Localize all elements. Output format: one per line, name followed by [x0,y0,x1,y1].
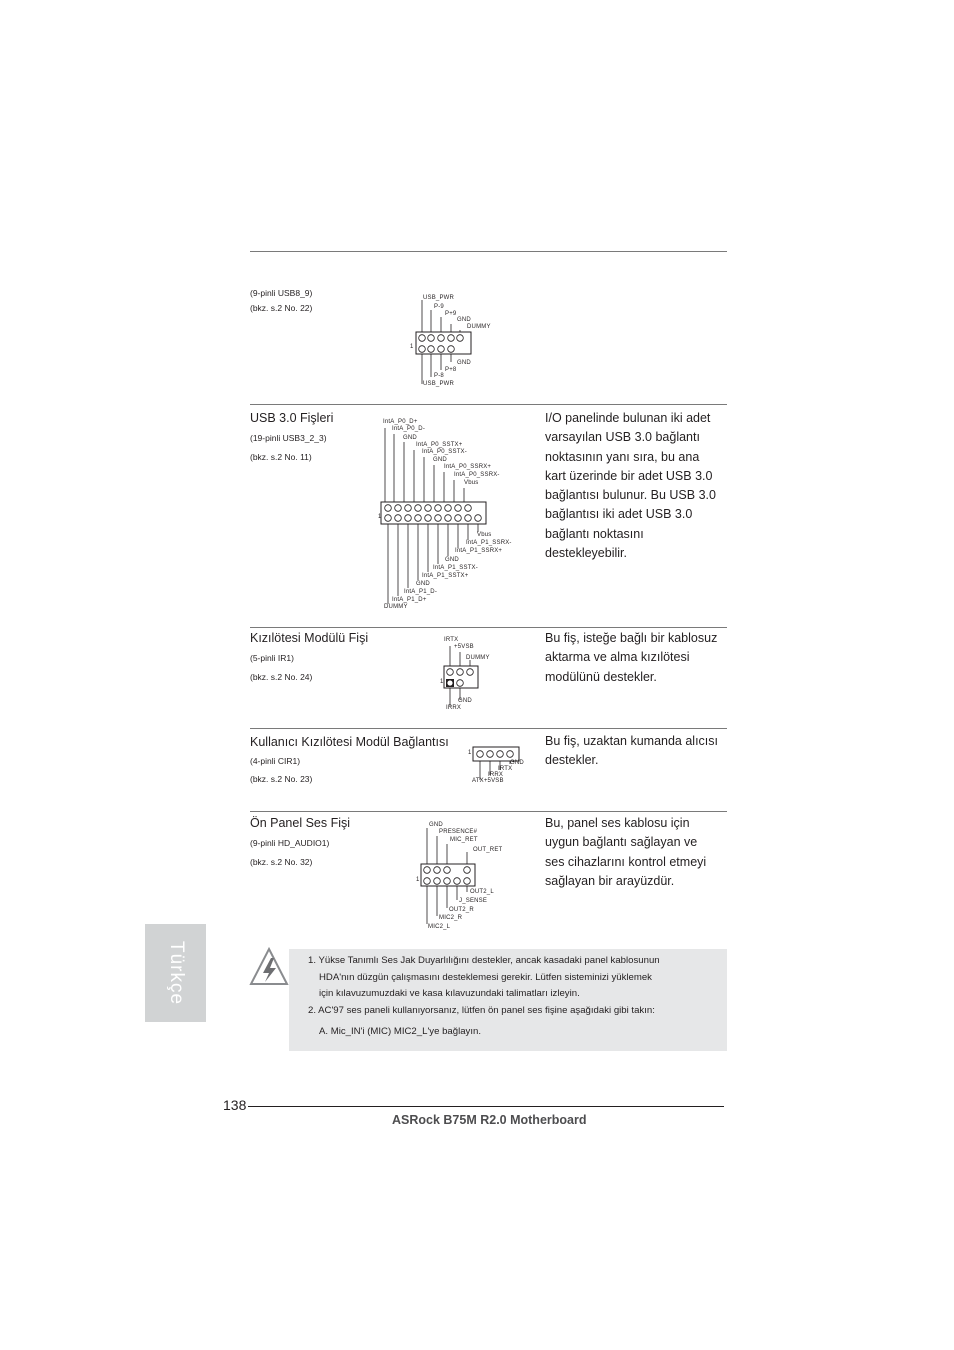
audio-title: Ön Panel Ses Fişi [250,816,351,830]
usb30-label-p0-ssrxn: IntA_P0_SSRX- [454,472,500,478]
usb20-label-p9n: P-9 [434,304,444,310]
audio-desc-line: sağlayan bir arayüzdür. [545,873,675,888]
ir-label-dummy: DUMMY [466,655,490,661]
usb20-pins-label: (9-pinli USB8_9) [250,288,313,298]
cir-label-atx5vsb: ATX+5VSB [472,778,504,784]
usb30-title: USB 3.0 Fişleri [250,411,334,425]
usb30-desc-line: varsayılan USB 3.0 bağlantı [545,430,700,445]
usb30-label-vbus-b: Vbus [477,532,492,538]
cir-title: Kullanıcı Kızılötesi Modül Bağlantısı [250,735,449,749]
usb30-desc-line: kart üzerinde bir adet USB 3.0 [545,468,713,483]
divider-4 [250,811,727,812]
usb20-label-p8p: P+8 [445,367,457,373]
usb30-label-vbus: Vbus [464,480,479,486]
cir-desc-line: destekler. [545,753,599,768]
usb30-desc-line: destekleyebilir. [545,546,627,561]
note-line-1: 1. Yükse Tanımlı Ses Jak Duyarlılığını destekler, ancak kasadaki panel kablosunun [308,955,660,966]
audio-pin1-label: 1 [416,877,420,883]
ir-pins-label: (5-pinli IR1) [250,653,294,663]
usb30-description [545,409,716,563]
ir-label-irrx: IRRX [446,705,462,711]
audio-label-j-sense: J_SENSE [459,898,488,904]
footer-title: ASRock B75M R2.0 Motherboard [392,1113,587,1127]
usb20-pin1-label: 1 [410,344,414,350]
usb20-header-diagram [400,290,510,390]
usb30-label-p1-dp: IntA_P1_D+ [392,597,427,603]
usb20-label-usb-pwr: USB_PWR [423,295,455,301]
audio-label-out-ret: OUT_RET [473,847,503,853]
usb30-label-p1-dn: IntA_P1_D- [404,589,438,595]
usb30-desc-line: I/O panelinde bulunan iki adet [545,411,711,425]
audio-desc-line: uygun bağlantı sağlayan ve [545,835,698,850]
ir-desc-line: Bu fiş, isteğe bağlı bir kablosuz [545,631,718,645]
note-line-3: için kılavuzumuzdaki ve kasa kılavuzundaki talimatları izleyin. [319,988,580,999]
usb30-ref: (bkz. s.2 No. 11) [250,452,312,462]
usb30-label-dummy: DUMMY [384,604,408,610]
cir-pins-label: (4-pinli CIR1) [250,756,301,766]
cir-pin1-label: 1 [468,750,472,756]
usb20-label-dummy: DUMMY [467,324,491,330]
audio-pins-label: (9-pinli HD_AUDIO1) [250,838,330,848]
audio-ref: (bkz. s.2 No. 32) [250,857,313,867]
usb30-label-p1-ssrxn: IntA_P1_SSRX- [466,540,512,546]
audio-label-out2-r: OUT2_R [449,907,474,913]
usb30-label-p1-ssrxp: IntA_P1_SSRX+ [455,548,503,554]
audio-label-presence: PRESENCE# [439,829,478,835]
usb30-label-p1-sstxn: IntA_P1_SSTX- [433,565,478,571]
audio-label-out2-l: OUT2_L [470,889,494,895]
usb30-label-p0-dn: IntA_P0_D- [392,426,426,432]
usb20-label-gnd: GND [457,317,471,323]
note-line-5: A. Mic_IN'i (MIC) MIC2_L'ye bağlayın. [319,1026,482,1037]
audio-label-mic2-l: MIC2_L [428,924,451,930]
usb30-label-p1-sstxp: IntA_P1_SSTX+ [422,573,469,579]
ir-label-5vsb: +5VSB [454,644,474,650]
usb20-label-p8n: P-8 [434,373,444,379]
ir-pin1-label: 1 [440,679,444,685]
note-line-2: HDA'nın düzgün çalışmasını desteklemesi gerekir. Lütfen sisteminizi yüklemek [319,972,652,983]
language-tab [145,924,206,1022]
audio-description [545,814,706,891]
cir-ref: (bkz. s.2 No. 23) [250,774,313,784]
usb30-desc-line: bağlantısı bulunur. Bu USB 3.0 [545,488,716,503]
usb30-label-p0-dp: IntA_P0_D+ [383,419,418,425]
usb30-label-p0-sstxn: IntA_P0_SSTX- [422,449,467,455]
note-box [289,949,727,1051]
divider-1 [250,404,727,405]
usb30-desc-line: bağlantı noktasını [545,526,644,541]
usb30-pins-label: (19-pinli USB3_2_3) [250,433,327,443]
note-line-4: 2. AC'97 ses paneli kullanıyorsanız, lütfen ön panel ses fişine aşağıdaki gibi takın: [308,1005,655,1016]
usb20-label-gnd-b: GND [457,360,471,366]
ir-description [545,629,717,687]
ir-label-irtx: IRTX [444,637,459,643]
ir-desc-line: aktarma ve alma kızılötesi [545,650,690,665]
usb30-desc-line: bağlantısı iki adet USB 3.0 [545,507,693,522]
ir-label-gnd: GND [458,698,472,704]
audio-label-mic-ret: MIC_RET [450,837,478,843]
page-number: 138 [223,1097,247,1113]
audio-label-gnd: GND [429,822,443,828]
footer-rule [248,1106,724,1107]
usb30-label-p0-sstxp: IntA_P0_SSTX+ [416,442,463,448]
cir-desc-line: Bu fiş, uzaktan kumanda alıcısı [545,734,719,748]
ir-desc-line: modülünü destekler. [545,669,657,684]
usb30-desc-line: noktasının yanı sıra, bu ana [545,449,700,464]
audio-label-mic2-r: MIC2_R [439,915,463,921]
ir-title: Kızılötesi Modülü Fişi [250,631,369,645]
usb20-label-p9p: P+9 [445,311,457,317]
usb30-pin1-label: 1 [378,514,382,520]
usb30-label-gnd1: GND [403,435,417,441]
audio-desc-line: ses cihazlarını kontrol etmeyi [545,854,707,869]
usb30-label-gnd4: GND [416,581,430,587]
audio-desc-line: Bu, panel ses kablosu için [545,816,690,830]
cir-label-irtx: IRTX [498,766,513,772]
cir-description [545,732,718,771]
top-rule [250,251,727,252]
usb30-label-p0-ssrxp: IntA_P0_SSRX+ [444,464,492,470]
usb20-ref: (bkz. s.2 No. 22) [250,303,313,313]
cir-label-gnd: GND [510,760,524,766]
usb20-label-usb-pwr-b: USB_PWR [423,381,455,387]
divider-3 [250,728,727,729]
ir-ref: (bkz. s.2 No. 24) [250,672,313,682]
cir-label-irrx: IRRX [488,772,504,778]
usb30-label-gnd2: GND [433,457,447,463]
divider-2 [250,627,727,628]
warning-icon [248,946,290,988]
usb30-label-gnd3: GND [445,557,459,563]
language-tab-label: Türkçe [165,940,187,1006]
